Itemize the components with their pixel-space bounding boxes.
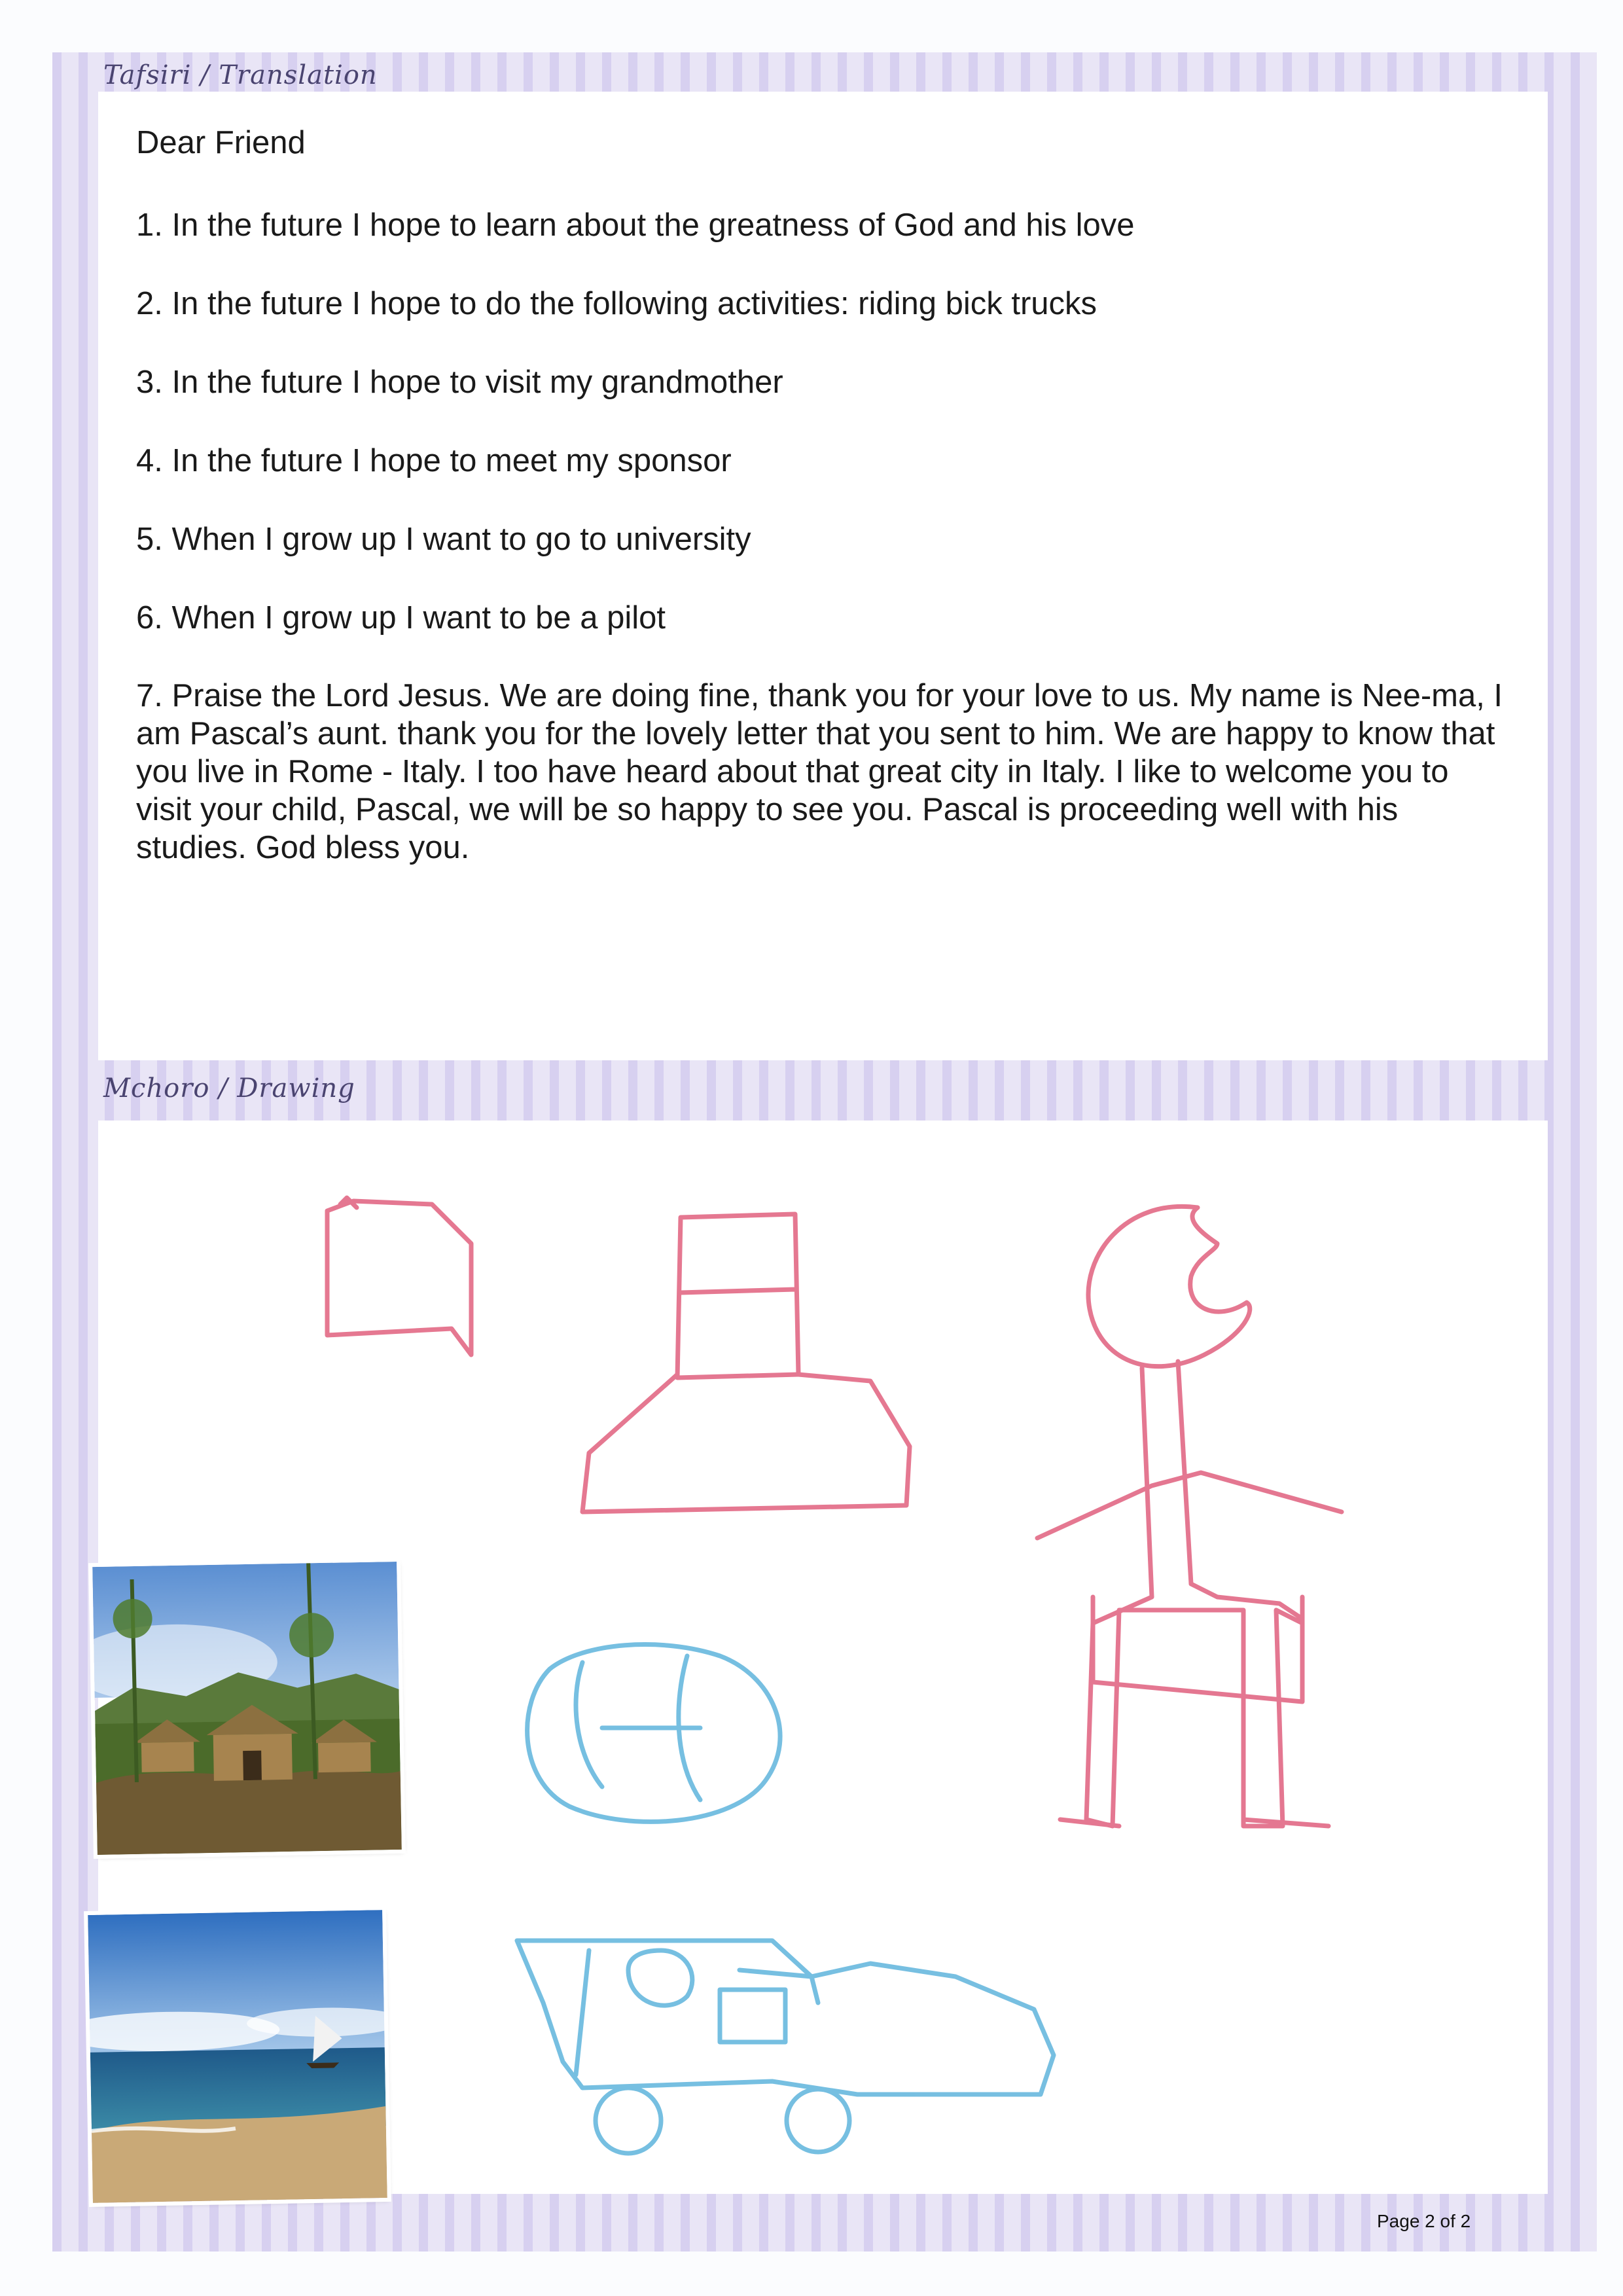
- letter-greeting: Dear Friend: [136, 125, 306, 160]
- village-huts-photo: [92, 1562, 402, 1855]
- drawing-person-body: [1086, 1361, 1302, 1826]
- drawing-wheel-shape: [527, 1645, 780, 1822]
- letter-item-2: 2. In the future I hope to do the following activities: riding bick trucks: [136, 286, 1097, 321]
- letter-item-4: 4. In the future I hope to meet my sponsor: [136, 443, 732, 478]
- drawing-header-label: Mchoro / Drawing: [103, 1073, 355, 1103]
- page-number: Page 2 of 2: [1377, 2211, 1471, 2231]
- letter-item-6: 6. When I grow up I want to be a pilot: [136, 600, 666, 636]
- letter-item-5: 5. When I grow up I want to go to university: [136, 522, 751, 557]
- drawing-house-shape: [677, 1214, 798, 1378]
- drawing-person-head: [1088, 1206, 1250, 1366]
- translation-header-label: Tafsiri / Translation: [103, 60, 378, 90]
- drawing-square-shape: [327, 1201, 471, 1355]
- letter-item-1: 1. In the future I hope to learn about the greatness of God and his love: [136, 207, 1135, 243]
- beach-sailboat-photo: [88, 1910, 387, 2203]
- letter-item-3: 3. In the future I hope to visit my grandmother: [136, 365, 783, 400]
- letter-item-7: 7. Praise the Lord Jesus. We are doing fine, thank you for your love to us. My name is Nee-ma, I am Pascal’s aunt. thank you for the lovely letter that you sent to him. We are happy to know that you live in Rome - Italy. I too have heard about that great city in Italy. I like to welcome you to visit your child, Pascal, we will be so happy to see you. Pascal is proceeding well with his studies. God bless you.: [136, 678, 1503, 865]
